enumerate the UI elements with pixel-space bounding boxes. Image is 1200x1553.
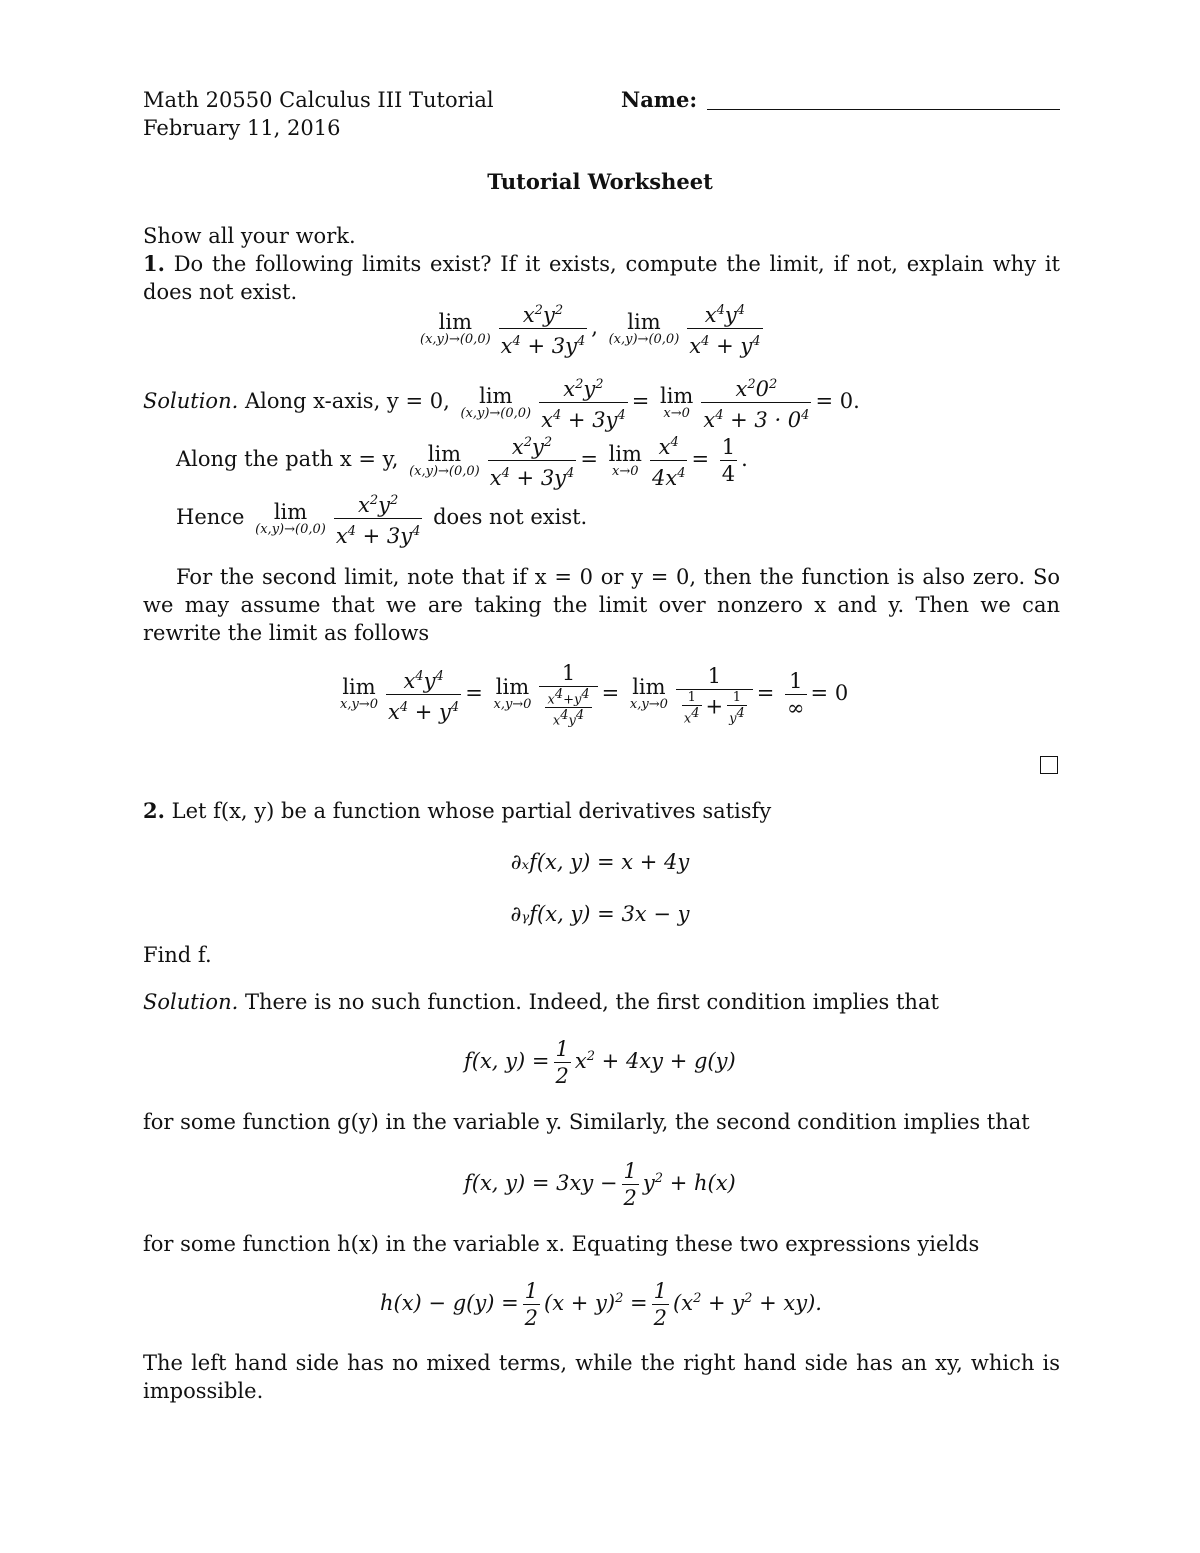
- g-function-text: for some function g(y) in the variable y. Similarly, the second condition implies that: [143, 1110, 1030, 1134]
- f-from-first-condition: f(x, y) = $\frac{1}{2}$ $x^2 + 4xy + g(y)$: [464, 1037, 736, 1088]
- problem-2-text: Let f(x, y) be a function whose partial derivatives satisfy: [171, 799, 772, 823]
- h-function-text: for some function h(x) in the variable x. Equating these two expressions yields: [143, 1232, 980, 1256]
- equating-expressions: h(x) − g(y) = $\frac{1}{2}$ $(x + y)^2$ = $\frac{1}{2}$ $(x^2 + y^2 + xy)$.: [380, 1279, 822, 1330]
- lim-word: lim: [608, 441, 642, 466]
- lim-subscript: x,y→0: [493, 697, 532, 713]
- problem-2-solution-intro: [143, 988, 939, 1016]
- lim-subscript: (x,y)→(0,0): [460, 405, 532, 421]
- second-limit-display: lim x,y→0 $\frac{x^4y^4}{x^4 + y^4}$ = lim x,y→0 $\frac{1}{\frac{x^4+y^4}{x^4y^4}}$ = lim x,y→0 1 $\frac{1}{x^4}$ + $\frac{1}{y^4}$ = $\frac{1}{\infty}$ = 0: [340, 661, 849, 729]
- document-date: February 11, 2016: [143, 116, 341, 140]
- path-text: Along the path x = y,: [176, 447, 399, 471]
- lim-word: lim: [427, 441, 462, 466]
- solution-1-path-x-eq-y: Along the path x = y, lim (x,y)→(0,0) $\frac{x^2y^2}{x^4 + 3y^4}$ = lim x→0 $\frac{x^4}{4x^4}$ = $\frac{1}{4}$ .: [176, 430, 748, 491]
- x-axis-text: Along x-axis, y = 0,: [244, 389, 450, 413]
- problem-1-limits-display: lim (x,y)→(0,0) $\frac{x^2y^2}{x^4 + 3y^4}$ , lim (x,y)→(0,0) $\frac{x^4y^4}{x^4 + y^4}$: [416, 298, 767, 359]
- lim-subscript: x→0: [612, 463, 639, 479]
- lim-subscript: x→0: [663, 405, 690, 421]
- lim-word: lim: [659, 383, 694, 408]
- name-blank-line: [707, 109, 1060, 110]
- f-from-second-condition: f(x, y) = 3xy − $\frac{1}{2}$ $y^2 + h(x)$: [464, 1159, 736, 1210]
- lim-word: lim: [495, 675, 530, 700]
- problem-2-number: 2.: [143, 798, 165, 823]
- does-not-exist-text: does not exist.: [433, 505, 588, 529]
- lim-word: lim: [273, 499, 308, 524]
- lim-subscript: (x,y)→(0,0): [420, 331, 491, 347]
- lim-subscript: (x,y)→(0,0): [608, 331, 680, 347]
- qed-box-icon: [1040, 756, 1058, 774]
- find-f-text: Find f.: [143, 943, 212, 967]
- name-label: Name:: [621, 87, 698, 112]
- lim-word: lim: [342, 675, 376, 700]
- course-title: Math 20550 Calculus III Tutorial: [143, 88, 494, 112]
- lim-word: lim: [479, 383, 513, 408]
- problem-1-text: Do the following limits exist? If it exists, compute the limit, if not, explain why it does not exist.: [143, 252, 1060, 304]
- second-limit-explanation: For the second limit, note that if x = 0 or y = 0, then the function is also zero. So we may assume that we are taking the limit over nonzero x and y. Then we can rewrite the limit as follows: [143, 565, 1060, 645]
- worksheet-title: Tutorial Worksheet: [487, 169, 713, 194]
- lim-subscript: (x,y)→(0,0): [409, 463, 480, 479]
- lim-subscript: x,y→0: [340, 697, 378, 713]
- conclusion-text: The left hand side has no mixed terms, while the right hand side has an xy, which is impossible.: [143, 1351, 1060, 1403]
- solution-1-x-axis: Solution. Along x-axis, y = 0, lim (x,y)→(0,0) $\frac{x^2y^2}{x^4 + 3y^4}$ = lim x→0 $\frac{x^20^2}{x^4 + 3 \cdot 0^4}$ = 0.: [143, 372, 860, 433]
- problem-1-number: 1.: [143, 251, 165, 276]
- lim-word: lim: [627, 309, 661, 334]
- partial-y-equation: ∂ᵧf(x, y) = 3x − y: [510, 902, 690, 926]
- lim-word: lim: [632, 675, 666, 700]
- solution-label: Solution.: [143, 990, 239, 1014]
- solution-label: Solution.: [143, 389, 239, 413]
- problem-2-statement: [143, 797, 771, 825]
- lim-subscript: x,y→0: [629, 697, 668, 713]
- solution-1-hence: Hence lim (x,y)→(0,0) $\frac{x^2y^2}{x^4 + 3y^4}$ does not exist.: [176, 488, 587, 549]
- partial-x-equation: ∂ₓf(x, y) = x + 4y: [510, 850, 690, 874]
- hence-text: Hence: [176, 505, 245, 529]
- lim-subscript: (x,y)→(0,0): [255, 521, 326, 537]
- instructions: Show all your work.: [143, 224, 356, 248]
- lim-word: lim: [438, 309, 473, 334]
- solution-text: There is no such function. Indeed, the first condition implies that: [244, 990, 939, 1014]
